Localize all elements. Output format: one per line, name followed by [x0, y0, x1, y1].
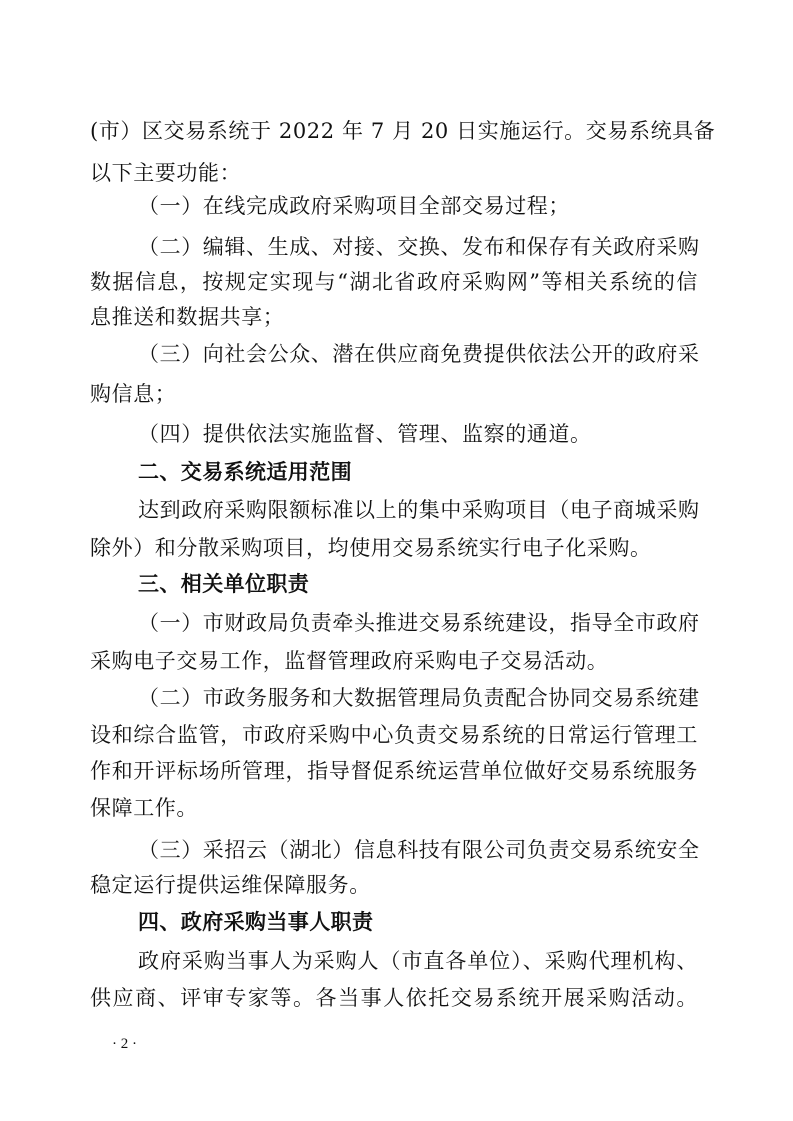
list-item-line: 稳定运行提供运维保障服务。 [90, 873, 371, 897]
list-item-line: （三）向社会公众、潜在供应商免费提供依法公开的政府采 [138, 342, 700, 366]
list-item-line: 作和开评标场所管理，指导督促系统运营单位做好交易系统服务 [90, 759, 698, 783]
page-number: · 2 · [112, 1036, 137, 1052]
list-item-line: （三）采招云（湖北）信息科技有限公司负责交易系统安全 [138, 838, 700, 862]
paragraph-line: 以下主要功能： [90, 161, 242, 185]
section-heading: 二、交易系统适用范围 [138, 460, 352, 484]
paragraph-line: 供应商、评审专家等。各当事人依托交易系统开展采购活动。 [90, 986, 698, 1010]
paragraph-line: 政府采购当事人为采购人（市直各单位）、采购代理机构、 [138, 949, 698, 973]
list-item-line: （二）编辑、生成、对接、交换、发布和保存有关政府采购 [138, 235, 700, 259]
list-item-line: 保障工作。 [90, 796, 198, 820]
list-item-line: （二）市政务服务和大数据管理局负责配合协同交易系统建 [138, 686, 700, 710]
paragraph-line: 除外）和分散采购项目，均使用交易系统实行电子化采购。 [90, 536, 652, 560]
list-item-line: 数据信息，按规定实现与“湖北省政府采购网”等相关系统的信 [90, 270, 698, 294]
paragraph-line: (市）区交易系统于 2022 年 7 月 20 日实施运行。交易系统具备 [90, 119, 716, 143]
list-item-line: 购信息； [90, 382, 177, 406]
list-item-line: （四）提供依法实施监督、管理、监察的通道。 [138, 422, 592, 446]
list-item-line: （一）市财政局负责牵头推进交易系统建设，指导全市政府 [138, 611, 700, 635]
list-item-line: 采购电子交易工作，监督管理政府采购电子交易活动。 [90, 649, 609, 673]
section-heading: 三、相关单位职责 [138, 572, 310, 596]
section-heading: 四、政府采购当事人职责 [138, 910, 374, 934]
list-item-line: （一）在线完成政府采购项目全部交易过程； [138, 194, 570, 218]
list-item-line: 息推送和数据共享； [90, 305, 285, 329]
list-item-line: 设和综合监管，市政府采购中心负责交易系统的日常运行管理工 [90, 723, 698, 747]
paragraph-line: 达到政府采购限额标准以上的集中采购项目（电子商城采购 [138, 498, 700, 522]
